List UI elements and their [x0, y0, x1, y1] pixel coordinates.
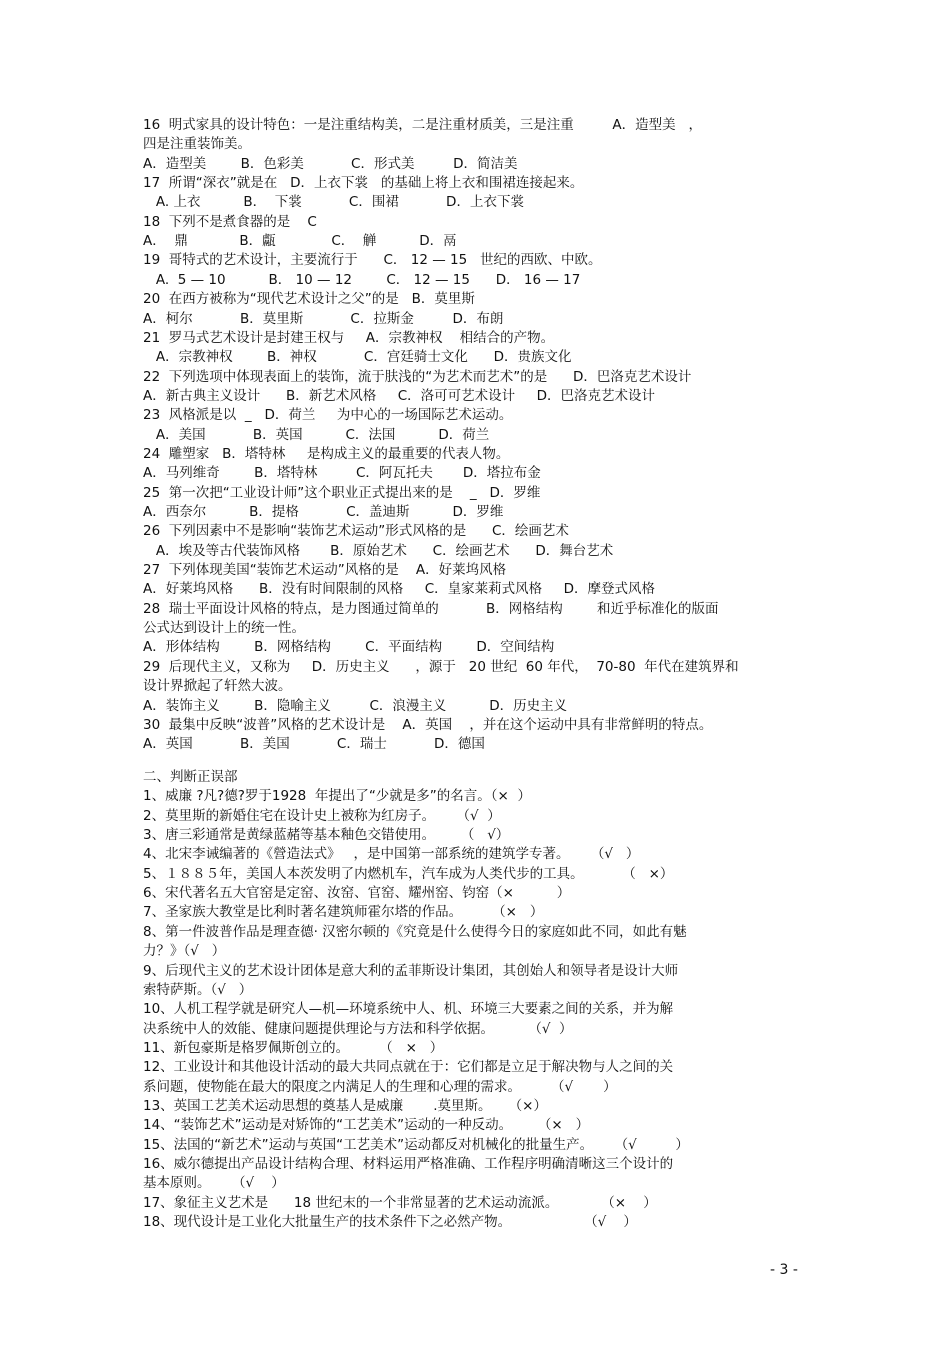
question-line: 设计界掀起了轩然大波。 [143, 678, 292, 695]
judgement-line: 5、１８８５年，美国人本茨发明了内燃机车，汽车成为人类代步的工具。 （ ×） [143, 865, 674, 882]
judgement-line: 力？》（√ ） [143, 943, 226, 960]
question-line: 四是注重装饰美。 [143, 136, 251, 153]
judgement-line: 3、唐三彩通常是黄绿蓝赭等基本釉色交错使用。 （ √） [143, 827, 510, 844]
question-line: 24 雕塑家 B．塔特林 是构成主义的最重要的代表人物。 [143, 445, 510, 462]
judgement-line: 10、人机工程学就是研究人—机—环境系统中人、机、环境三大要素之间的关系，并为解 [143, 1001, 674, 1018]
judgement-line: 4、北宋李诫编著的《營造法式》 ，是中国第一部系统的建筑学专著。 （√ ） [143, 846, 640, 863]
question-line: 28 瑞士平面设计风格的特点，是力图通过简单的 B．网格结构 和近乎标准化的版面 [143, 600, 719, 617]
question-line: 26 下列因素中不是影响“装饰艺术运动”形式风格的是 C．绘画艺术 [143, 523, 569, 540]
judgement-line: 13、英国工艺美术运动思想的奠基人是威廉 .莫里斯。 （×） [143, 1097, 547, 1114]
question-line: 16 明式家具的设计特色：一是注重结构美，二是注重材质美，三是注重 A．造型美 ， [143, 117, 702, 133]
question-line: A．英国 B．美国 C．瑞士 D．德国 [143, 736, 485, 753]
judgement-line: 6、宋代著名五大官窑是定窑、汝窑、官窑、耀州窑、钧窑（× ） [143, 885, 571, 902]
question-line: 21 罗马式艺术设计是封建王权与 A．宗教神权 相结合的产物。 [143, 329, 555, 346]
judgement-line: 12、工业设计和其他设计活动的最大共同点就在于：它们都是立足于解决物与人之间的关 [143, 1059, 674, 1076]
question-line: 18 下列不是煮食器的是 C [143, 213, 317, 230]
question-line: A．装饰主义 B．隐喻主义 C．浪漫主义 D．历史主义 [143, 697, 568, 714]
question-line: A．形体结构 B．网格结构 C．平面结构 D．空间结构 [143, 639, 555, 656]
judgement-line: 系问题，使物能在最大的限度之内满足人的生理和心理的需求。 （√ ） [143, 1078, 617, 1095]
judgement-line: 9、后现代主义的艺术设计团体是意大利的孟菲斯设计集团，其创始人和领导者是设计大师 [143, 962, 679, 979]
judgement-line: 8、第一件波普作品是理查德· 汉密尔顿的《究竟是什么使得今日的家庭如此不同，如此有魅 [143, 923, 687, 940]
question-line: 20 在西方被称为“现代艺术设计之父”的是 B．莫里斯 [143, 291, 475, 308]
judgement-line: 1、威廉 ?凡?德?罗于1928 年提出了“少就是多”的名言。（× ） [143, 788, 531, 805]
question-line: 30 最集中反映“波普”风格的艺术设计是 A．英国 ，并在这个运动中具有非常鲜明的特点。 [143, 716, 713, 733]
question-line: A．宗教神权 B．神权 C．宫廷骑士文化 D．贵族文化 [143, 349, 572, 366]
page-number: - 3 - [770, 1262, 798, 1278]
question-line: A．美国 B．英国 C．法国 D．荷兰 [143, 426, 490, 443]
question-line: A． 鼎 B．甗 C． 觯 D．鬲 [143, 233, 457, 250]
question-line: 公式达到设计上的统一性。 [143, 620, 305, 637]
question-line: A．好莱坞风格 B．没有时间限制的风格 C．皇家莱莉式风格 D．摩登式风格 [143, 581, 655, 598]
question-line: 29 后现代主义，又称为 D．历史主义 ，源于 20 世纪 60 年代， 70-80 年代在建筑界和 [143, 658, 739, 675]
judgement-line: 索特萨斯。（√ ） [143, 981, 253, 998]
question-line: 22 下列选项中体现表面上的装饰，流于肤浅的“为艺术而艺术”的是 D．巴洛克艺术设计 [143, 368, 692, 385]
judgement-line: 16、威尔德提出产品设计结构合理、材料运用严格准确、工作程序明确清晰这三个设计的 [143, 1156, 674, 1172]
question-line: A．马列维奇 B．塔特林 C．阿瓦托夫 D．塔拉布金 [143, 465, 541, 482]
section-heading: 二、判断正误部 [143, 769, 238, 785]
judgement-line: 14、“装饰艺术”运动是对矫饰的“工艺美术”运动的一种反动。 （× ） [143, 1117, 590, 1134]
question-line: A．造型美 B．色彩美 C．形式美 D．简洁美 [143, 155, 518, 172]
question-line: A．埃及等古代装饰风格 B．原始艺术 C．绘画艺术 D．舞台艺术 [143, 542, 614, 559]
question-line: 19 哥特式的艺术设计，主要流行于 C． 12 — 15 世纪的西欧、中欧。 [143, 252, 602, 269]
question-line: 27 下列体现美国“装饰艺术运动”风格的是 A．好莱坞风格 [143, 562, 507, 579]
question-line: A．柯尔 B．莫里斯 C．拉斯金 D．布朗 [143, 310, 504, 327]
question-line: A．新古典主义设计 B．新艺术风格 C．洛可可艺术设计 D．巴洛克艺术设计 [143, 387, 655, 404]
question-line: 17 所谓“深衣”就是在 D．上衣下裳 的基础上将上衣和围裙连接起来。 [143, 175, 584, 192]
judgement-line: 17、象征主义艺术是 18 世纪末的一个非常显著的艺术运动流派。 （× ） [143, 1194, 657, 1211]
judgement-line: 2、莫里斯的新婚住宅在设计史上被称为红房子。 （√ ） [143, 807, 501, 824]
question-line: 25 第一次把“工业设计师”这个职业正式提出来的是 _ D．罗维 [143, 484, 541, 501]
question-line: A. 5 — 10 B． 10 — 12 C． 12 — 15 D． 16 — 17 [143, 271, 581, 288]
judgement-line: 7、圣家族大教堂是比利时著名建筑师霍尔塔的作品。 （× ） [143, 904, 544, 921]
judgement-line: 18、现代设计是工业化大批量生产的技术条件下之必然产物。 （√ ） [143, 1214, 637, 1231]
question-line: A. 上衣 B． 下裳 C．围裙 D．上衣下裳 [143, 194, 524, 211]
judgement-line: 11、新包豪斯是格罗佩斯创立的。 （ × ） [143, 1039, 444, 1056]
judgement-line: 基本原则。 （√ ） [143, 1175, 285, 1192]
question-line: 23 风格派是以 _ D．荷兰 为中心的一场国际艺术运动。 [143, 407, 513, 424]
judgement-line: 决系统中人的效能、健康问题提供理论与方法和科学依据。 （√ ） [143, 1020, 573, 1037]
question-line: A．西奈尔 B．提格 C．盖迪斯 D．罗维 [143, 504, 504, 520]
judgement-line: 15、法国的“新艺术”运动与英国“工艺美术”运动都反对机械化的批量生产。 （√ ） [143, 1136, 689, 1153]
